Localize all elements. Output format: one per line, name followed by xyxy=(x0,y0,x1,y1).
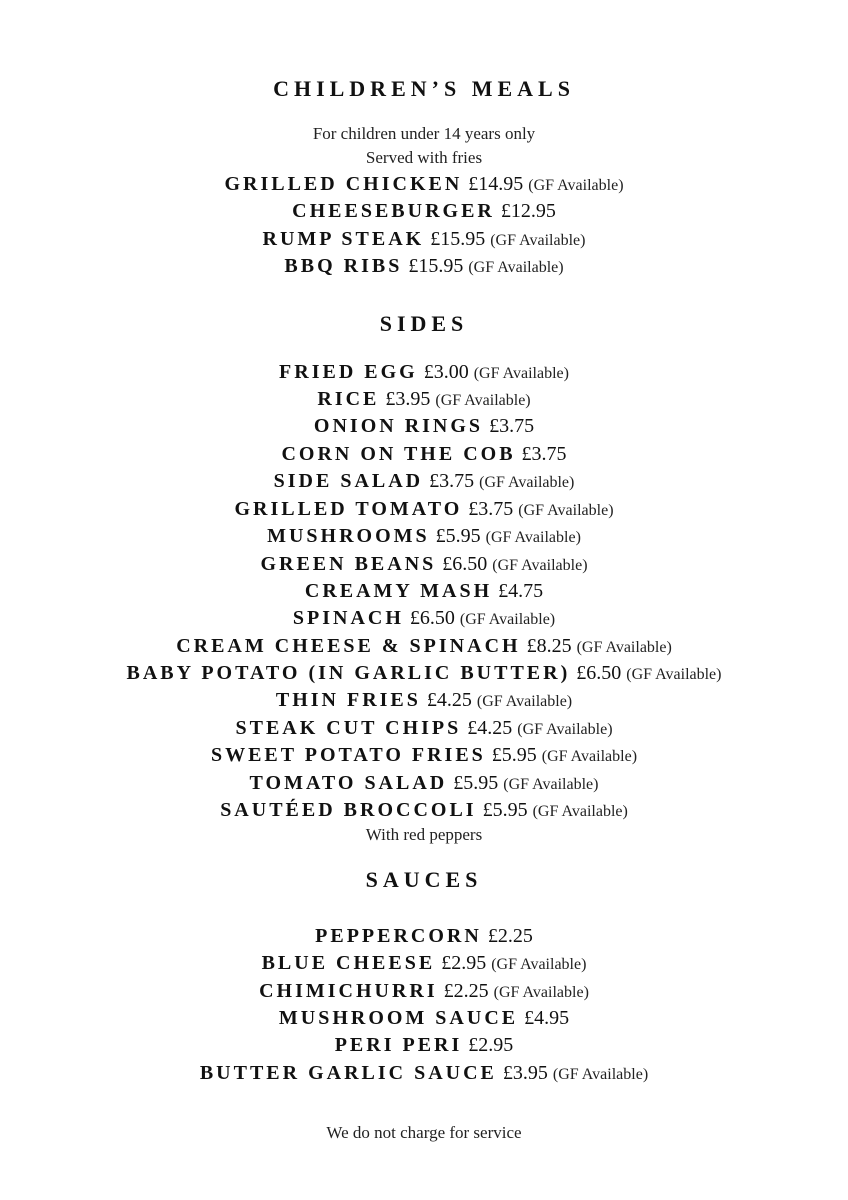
item-price: £6.50 xyxy=(576,662,622,684)
childrens-meals-heading: CHILDREN’S MEALS xyxy=(273,76,575,101)
item-name: FRIED EGG xyxy=(279,361,418,383)
childrens-fries-note: Served with fries xyxy=(365,148,483,167)
menu-item xyxy=(0,444,848,464)
item-name: CHEESEBURGER xyxy=(292,200,495,222)
item-price: £3.95 xyxy=(502,1062,548,1084)
item-price: £3.75 xyxy=(468,498,514,520)
menu-item xyxy=(0,773,848,793)
item-name: CREAMY MASH xyxy=(304,580,493,602)
menu-item xyxy=(0,526,848,546)
menu-item xyxy=(0,718,848,738)
item-price: £3.75 xyxy=(489,415,535,437)
item-price: £6.50 xyxy=(442,553,488,575)
sides-heading: SIDES xyxy=(379,311,469,336)
item-name: RUMP STEAK xyxy=(262,228,425,250)
item-name: RICE xyxy=(317,388,380,410)
item-name: GRILLED TOMATO xyxy=(234,498,463,520)
item-name: SPINACH xyxy=(292,607,404,629)
service-note: We do not charge for service xyxy=(326,1123,522,1142)
gf-note: (GF Available) xyxy=(518,502,614,519)
item-price: £6.50 xyxy=(409,607,455,629)
item-price: £2.25 xyxy=(443,980,489,1002)
item-price: £2.95 xyxy=(441,952,487,974)
item-price: £12.95 xyxy=(500,200,556,222)
item-price: £15.95 xyxy=(430,228,486,250)
item-price: £4.95 xyxy=(524,1007,570,1029)
item-name: TOMATO SALAD xyxy=(249,772,448,794)
gf-note: (GF Available) xyxy=(576,639,672,656)
item-name: CORN ON THE COB xyxy=(281,443,516,465)
item-name: MUSHROOM SAUCE xyxy=(278,1007,519,1029)
gf-note: (GF Available) xyxy=(493,984,589,1001)
menu-item xyxy=(0,1008,848,1028)
item-name: THIN FRIES xyxy=(275,689,421,711)
menu-item xyxy=(0,800,848,820)
gf-note: (GF Available) xyxy=(485,529,581,546)
menu-item xyxy=(0,389,848,409)
item-price: £2.95 xyxy=(468,1034,514,1056)
menu-item xyxy=(0,953,848,973)
item-price: £5.95 xyxy=(435,525,481,547)
menu-item xyxy=(0,362,848,382)
item-price: £3.95 xyxy=(385,388,431,410)
item-name: CREAM CHEESE & SPINACH xyxy=(176,635,521,657)
gf-note: (GF Available) xyxy=(476,693,573,710)
gf-note: (GF Available) xyxy=(490,232,586,249)
item-name: GRILLED CHICKEN xyxy=(224,173,463,195)
gf-note: (GF Available) xyxy=(503,776,599,793)
item-price: £3.00 xyxy=(423,361,469,383)
gf-note: (GF Available) xyxy=(517,721,613,738)
item-name: MUSHROOMS xyxy=(267,525,430,547)
item-name: SAUTÉED BROCCOLI xyxy=(220,799,477,821)
item-price: £8.25 xyxy=(526,635,572,657)
item-name: BLUE CHEESE xyxy=(261,952,436,974)
menu-item xyxy=(0,229,848,249)
gf-note: (GF Available) xyxy=(552,1066,649,1083)
menu-item xyxy=(0,926,848,946)
gf-note: (GF Available) xyxy=(491,956,587,973)
item-name: ONION RINGS xyxy=(313,415,484,437)
menu-item xyxy=(0,690,848,710)
menu-item xyxy=(0,581,848,601)
item-price: £15.95 xyxy=(408,255,464,277)
item-price: £3.75 xyxy=(429,470,475,492)
menu-item xyxy=(0,745,848,765)
gf-note: (GF Available) xyxy=(468,259,564,276)
gf-note: (GF Available) xyxy=(492,557,588,574)
item-price: £4.25 xyxy=(467,717,513,739)
gf-note: (GF Available) xyxy=(473,365,569,382)
gf-note: (GF Available) xyxy=(479,474,575,491)
menu-item xyxy=(0,554,848,574)
sauces-heading: SAUCES xyxy=(365,867,483,892)
item-name: BABY POTATO (IN GARLIC BUTTER) xyxy=(126,662,571,684)
item-name: PEPPERCORN xyxy=(315,925,482,947)
item-price: £5.95 xyxy=(482,799,528,821)
item-name: BUTTER GARLIC SAUCE xyxy=(199,1062,497,1084)
item-name: BBQ RIBS xyxy=(284,255,403,277)
menu-item xyxy=(0,416,848,436)
item-price: £5.95 xyxy=(491,744,537,766)
item-price: £3.75 xyxy=(521,443,567,465)
item-price: £4.25 xyxy=(426,689,472,711)
broccoli-note: With red peppers xyxy=(365,825,483,844)
menu-item xyxy=(0,663,848,683)
menu-item xyxy=(0,174,848,194)
gf-note: (GF Available) xyxy=(541,748,638,765)
item-price: £5.95 xyxy=(453,772,499,794)
menu-item xyxy=(0,499,848,519)
menu-item xyxy=(0,201,848,221)
menu-item xyxy=(0,1035,848,1055)
menu-item xyxy=(0,981,848,1001)
menu-item xyxy=(0,471,848,491)
menu-item xyxy=(0,608,848,628)
item-name: SIDE SALAD xyxy=(273,470,424,492)
item-name: SWEET POTATO FRIES xyxy=(210,744,486,766)
item-price: £2.25 xyxy=(487,925,533,947)
menu-item xyxy=(0,636,848,656)
gf-note: (GF Available) xyxy=(459,611,556,628)
item-price: £4.75 xyxy=(498,580,544,602)
item-price: £14.95 xyxy=(468,173,524,195)
gf-note: (GF Available) xyxy=(532,803,628,820)
item-name: CHIMICHURRI xyxy=(259,980,438,1002)
gf-note: (GF Available) xyxy=(435,392,531,409)
menu-item xyxy=(0,256,848,276)
menu-item xyxy=(0,1063,848,1083)
childrens-age-note: For children under 14 years only xyxy=(312,124,536,143)
item-name: STEAK CUT CHIPS xyxy=(235,717,462,739)
gf-note: (GF Available) xyxy=(626,666,722,683)
gf-note: (GF Available) xyxy=(528,177,624,194)
item-name: GREEN BEANS xyxy=(260,553,437,575)
item-name: PERI PERI xyxy=(334,1034,463,1056)
